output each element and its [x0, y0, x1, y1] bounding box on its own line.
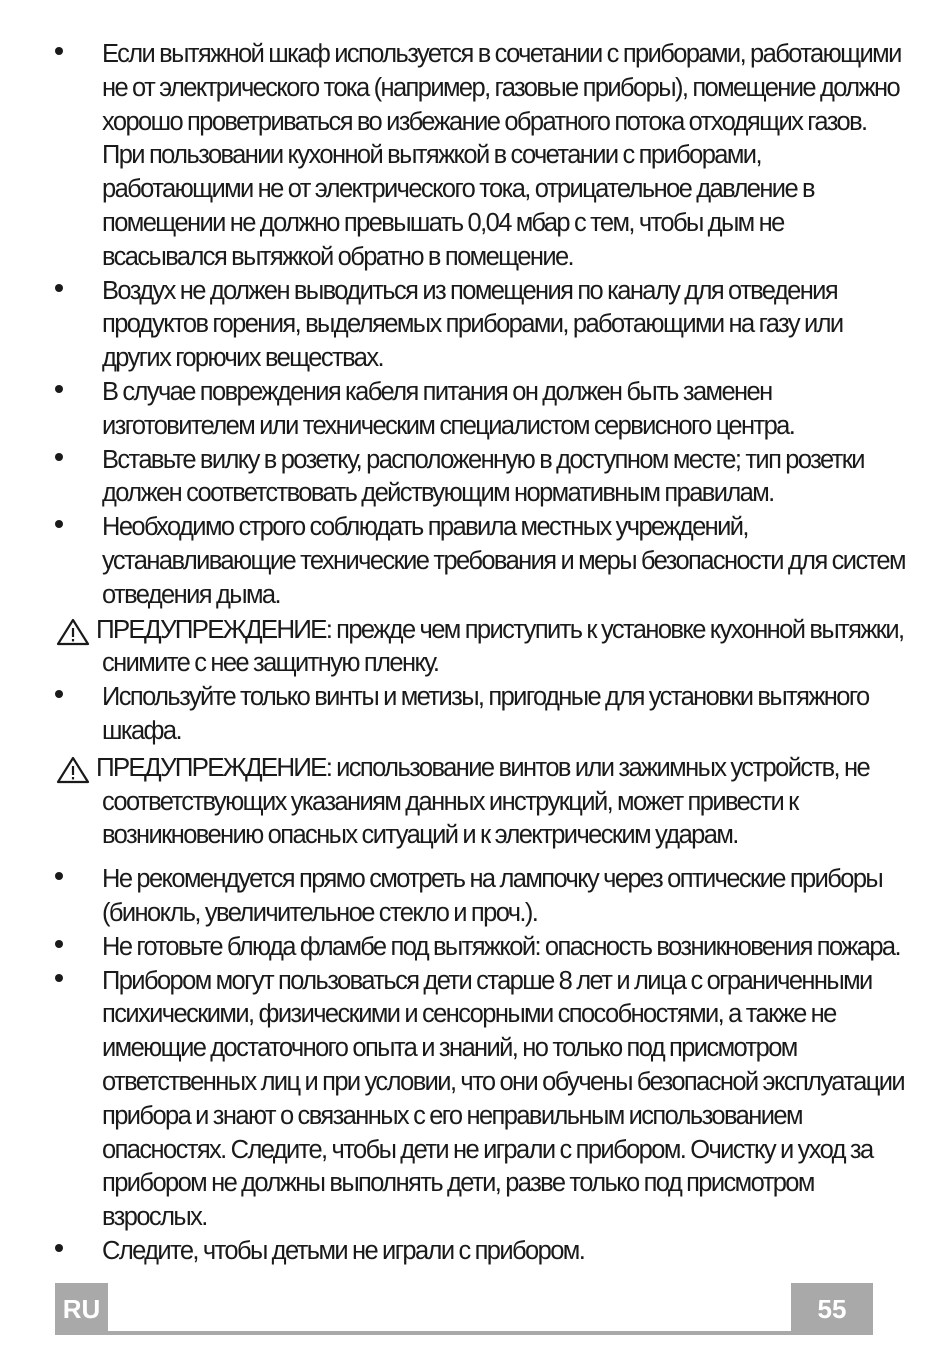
list-item	[0, 38, 950, 275]
bullet-icon	[55, 385, 63, 393]
warning-label: ПРЕДУПРЕЖДЕНИЕ:	[96, 751, 332, 782]
bullet-icon	[55, 940, 63, 948]
list-item	[0, 444, 950, 512]
footer-divider	[55, 1331, 873, 1335]
page-number: 55	[791, 1283, 873, 1335]
list-item	[0, 376, 950, 444]
list-item-text: Вставьте вилку в розетку, расположенную в доступном месте; тип розетки должен соответствовать действующим нормативным правилам.	[102, 445, 864, 508]
bullet-icon	[55, 690, 63, 698]
bullet-icon	[55, 1244, 63, 1252]
list-item-text: В случае повреждения кабеля питания он должен быть заменен изготовителем или техническим специалистом сервисного центра.	[102, 377, 795, 440]
list-item	[0, 965, 950, 1235]
list-item-text: Воздух не должен выводиться из помещения по каналу для отведения продуктов горения, выделяемых приборами, работающими на газу или других горючих веществах.	[102, 276, 843, 373]
warning-label: ПРЕДУПРЕЖДЕНИЕ:	[96, 613, 332, 644]
warning-triangle-icon	[56, 756, 90, 784]
warning-text: прежде чем приступить к установке кухонной вытяжки, снимите с нее защитную пленку.	[102, 615, 904, 678]
warning-triangle-icon	[56, 618, 90, 646]
list-item-text: Не рекомендуется прямо смотреть на лампочку через оптические приборы (бинокль, увеличительное стекло и проч.).	[102, 865, 883, 927]
list-item-text: Прибором могут пользоваться дети старше 8 лет и лица с ограниченными психическими, физическими и сенсорными способностями, а также не имеющие достаточного опыта и знаний, но только под присмотром ответственных лиц и при условии, что они обучены безопасной эксплуатации прибора и знают о связанных с его неправильным использованием опасностях. Следите, чтобы дети не играли с прибором. Очистку и уход за прибором не должны выполнять дети, разве только под присмотром взрослых.	[102, 966, 904, 1232]
list-item	[0, 681, 950, 749]
page-footer	[55, 1283, 873, 1335]
language-badge: RU	[55, 1283, 108, 1335]
bullet-icon	[55, 974, 63, 982]
bullet-icon	[55, 520, 63, 528]
list-item-text: Если вытяжной шкаф используется в сочетании с приборами, работающими не от электрического тока (например, газовые приборы), помещение должно хорошо проветриваться во избежание обратного потока отходящих газов. При пользовании кухонной вытяжкой в сочетании с приборами, работающими не от электрического тока, отрицательное давление в помещении не должно превышать 0,04 мбар с тем, чтобы дым не всасывался вытяжкой обратно в помещение.	[102, 40, 901, 271]
instructions-list	[0, 38, 950, 1269]
list-item-text: Необходимо строго соблюдать правила местных учреждений, устанавливающие технические требования и меры безопасности для систем отведения дыма.	[102, 513, 905, 609]
list-item	[0, 1235, 950, 1269]
list-item-text: Не готовьте блюда фламбе под вытяжкой: опасность возникновения пожара.	[102, 932, 900, 961]
list-item	[0, 511, 950, 612]
warning-text: использование винтов или зажимных устройств, не соответствующих указаниям данных инструкций, может привести к возникновению опасных ситуаций и к электрическим ударам.	[102, 753, 870, 850]
list-item	[0, 863, 950, 931]
list-item	[0, 931, 950, 965]
bullet-icon	[55, 872, 63, 880]
list-item-text: Следите, чтобы детьми не играли с прибором.	[102, 1236, 585, 1265]
list-item	[0, 275, 950, 376]
bullet-icon	[55, 284, 63, 292]
warning-notice	[0, 751, 950, 853]
warning-notice	[0, 613, 950, 682]
bullet-icon	[55, 47, 63, 55]
bullet-icon	[55, 453, 63, 461]
list-item-text: Используйте только винты и метизы, пригодные для установки вытяжного шкафа.	[102, 683, 869, 745]
